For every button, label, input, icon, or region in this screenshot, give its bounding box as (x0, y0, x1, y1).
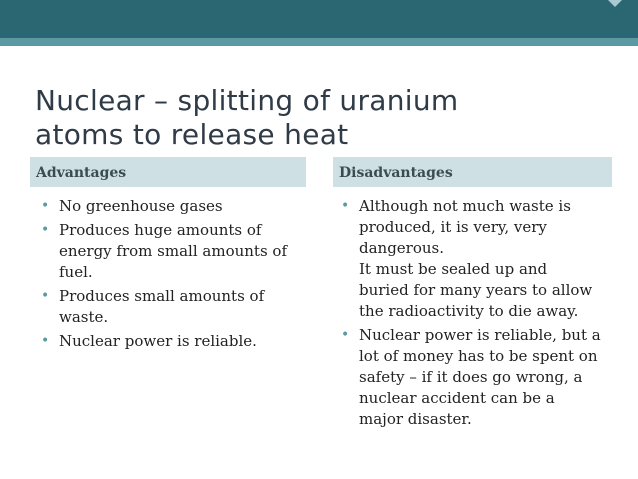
advantage-item (40, 220, 302, 283)
disadvantage-item (340, 196, 602, 322)
disadvantage-item-line: safety – if it does go wrong, a (359, 368, 583, 386)
bullet-dot-icon: • (41, 222, 50, 238)
disadvantage-item-line: buried for many years to allow (359, 281, 593, 299)
slide-title-line-2: atoms to release heat (35, 118, 349, 151)
advantage-item (40, 331, 302, 352)
advantage-item-line: energy from small amounts of (59, 242, 287, 260)
advantage-item-line: Nuclear power is reliable. (59, 332, 257, 350)
disadvantage-item-line: It must be sealed up and (359, 260, 548, 278)
bullet-dot-icon: • (341, 327, 350, 343)
corner-triangle-icon (608, 0, 622, 7)
bullet-dot-icon: • (41, 198, 50, 214)
disadvantage-item-line: Nuclear power is reliable, but a (359, 326, 601, 344)
disadvantage-item (340, 325, 602, 430)
bullet-dot-icon: • (341, 198, 350, 214)
accent-strip (0, 38, 638, 46)
advantage-item-line: Produces small amounts of (59, 287, 265, 305)
slide-title-line-1: Nuclear – splitting of uranium (35, 84, 459, 117)
disadvantage-item-line: nuclear accident can be a (359, 389, 555, 407)
advantage-item-line: waste. (59, 308, 109, 326)
slide-title (35, 84, 615, 152)
disadvantage-item-line: lot of money has to be spent on (359, 347, 598, 365)
bullet-dot-icon: • (41, 288, 50, 304)
advantages-header: Advantages (30, 157, 306, 187)
advantage-item-line: No greenhouse gases (59, 197, 223, 215)
advantage-item (40, 196, 302, 217)
disadvantages-header: Disadvantages (333, 157, 612, 187)
disadvantage-item-line: the radioactivity to die away. (359, 302, 579, 320)
disadvantages-list (340, 196, 602, 433)
disadvantage-item-line: Although not much waste is (359, 197, 571, 215)
advantage-item (40, 286, 302, 328)
disadvantage-item-line: dangerous. (359, 239, 445, 257)
disadvantage-item-line: major disaster. (359, 410, 472, 428)
top-banner (0, 0, 638, 38)
advantage-item-line: Produces huge amounts of (59, 221, 262, 239)
disadvantage-item-line: produced, it is very, very (359, 218, 547, 236)
advantages-list (40, 196, 302, 355)
bullet-dot-icon: • (41, 333, 50, 349)
advantage-item-line: fuel. (59, 263, 93, 281)
